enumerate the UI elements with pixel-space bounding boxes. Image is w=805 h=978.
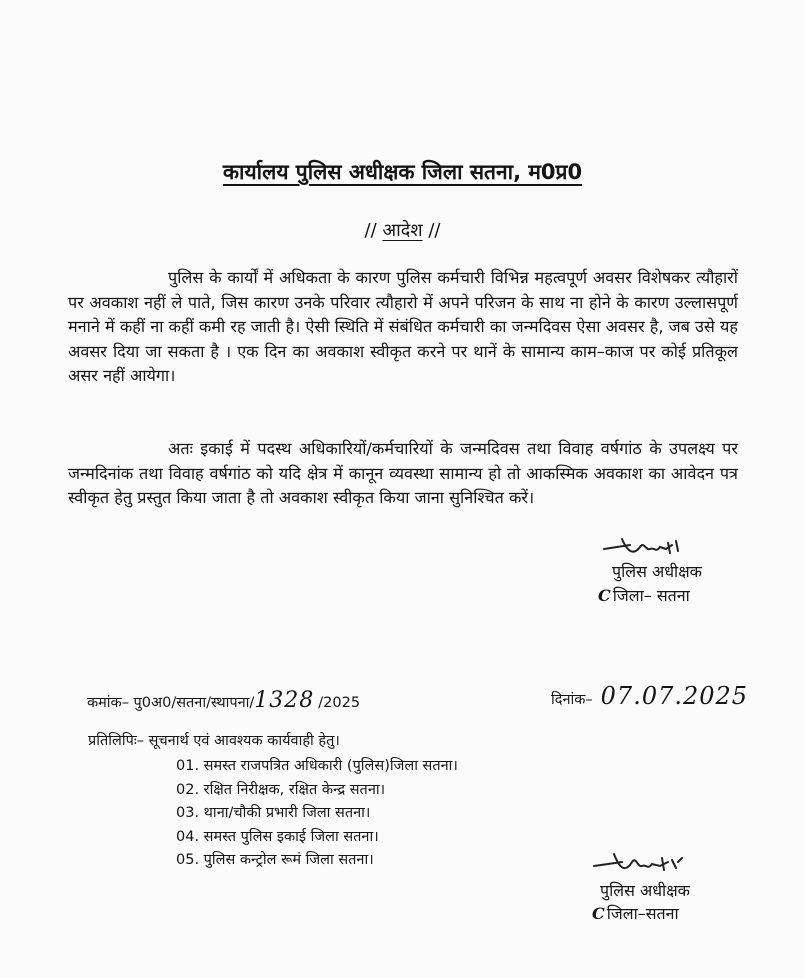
signature-1-district: C जिला– सतना bbox=[598, 586, 690, 605]
reference-date: दिनांक– 07.07.2025 bbox=[551, 682, 749, 710]
signature-1-designation: पुलिस अधीक्षक bbox=[612, 562, 702, 581]
order-slashes-right: // bbox=[428, 220, 441, 241]
body-paragraph-1: पुलिस के कार्यों में अधिकता के कारण पुलिस कर्मचारी विभिन्न महत्वपूर्ण अवसर विशेषकर त्यौहारों पर अवकाश नहीं ले पाते, जिस कारण उनके परिवार त्यौहारो में अपने परिजन के साथ ना होने के कारण उल्लासपूर्ण मनाने में कहीं ना कहीं कमी रह जाती है। ऐसी स्थिति में संबंधित कर्मचारी का जन्मदिवस ऐसा अवसर है, जब उसे यह अवसर दिया जा सकता है । एक दिन का अवकाश स्वीकृत करने पर थानें के सामान्य काम–काज पर कोई प्रतिकूल असर नहीं आयेगा। bbox=[68, 268, 738, 385]
signature-2-initial-mark: C bbox=[592, 904, 605, 923]
reference-handwritten-date: 07.07.2025 bbox=[600, 682, 749, 710]
order-slashes-left: // bbox=[364, 220, 377, 241]
body-paragraph-2: अतः इकाई में पदस्थ अधिकारियों/कर्मचारियों के जन्मदिवस तथा विवाह वर्षगांठ के उपलक्ष्य पर जन्मदिनांक तथा विवाह वर्षगांठ को यदि क्षेत्र में कानून व्यवस्था सामान्य हो तो आकस्मिक अवकाश का आवेदन पत्र स्वीकृत हेतु प्रस्तुत किया जाता है तो अवकाश स्वीकृत किया जाना सुनिश्चित करें। bbox=[68, 439, 738, 507]
reference-number: कमांक– पु0अ0/सतना/स्थापना/1328 /2025 bbox=[87, 688, 361, 713]
signature-2-scribble bbox=[590, 848, 690, 882]
list-item: 03. थाना/चौकी प्रभारी जिला सतना। bbox=[176, 805, 371, 821]
list-item: 01. समस्त राजपत्रित अधिकारी (पुलिस)जिला सतना। bbox=[176, 758, 458, 774]
list-item: 05. पुलिस कन्ट्रोल रूमं जिला सतना। bbox=[176, 852, 374, 868]
list-item: 04. समस्त पुलिस इकाई जिला सतना। bbox=[176, 828, 379, 845]
copy-to-heading: प्रतिलिपिः– सूचनार्थ एवं आवश्यक कार्यवाही हेतु। bbox=[88, 733, 340, 749]
signature-1-initial-mark: C bbox=[598, 586, 611, 605]
order-heading bbox=[0, 218, 805, 242]
signature-2-district: C जिला–सतना bbox=[592, 904, 679, 923]
reference-handwritten-number: 1328 bbox=[254, 688, 315, 713]
copy-to-list bbox=[176, 755, 458, 873]
order-word: आदेश bbox=[382, 220, 423, 241]
office-title: कार्यालय पुलिस अधीक्षक जिला सतना, म0प्र0 bbox=[222, 160, 583, 184]
list-item: 02. रक्षित निरीक्षक, रक्षित केन्द्र सतना। bbox=[176, 781, 386, 798]
signature-2-designation: पुलिस अधीक्षक bbox=[600, 881, 690, 900]
